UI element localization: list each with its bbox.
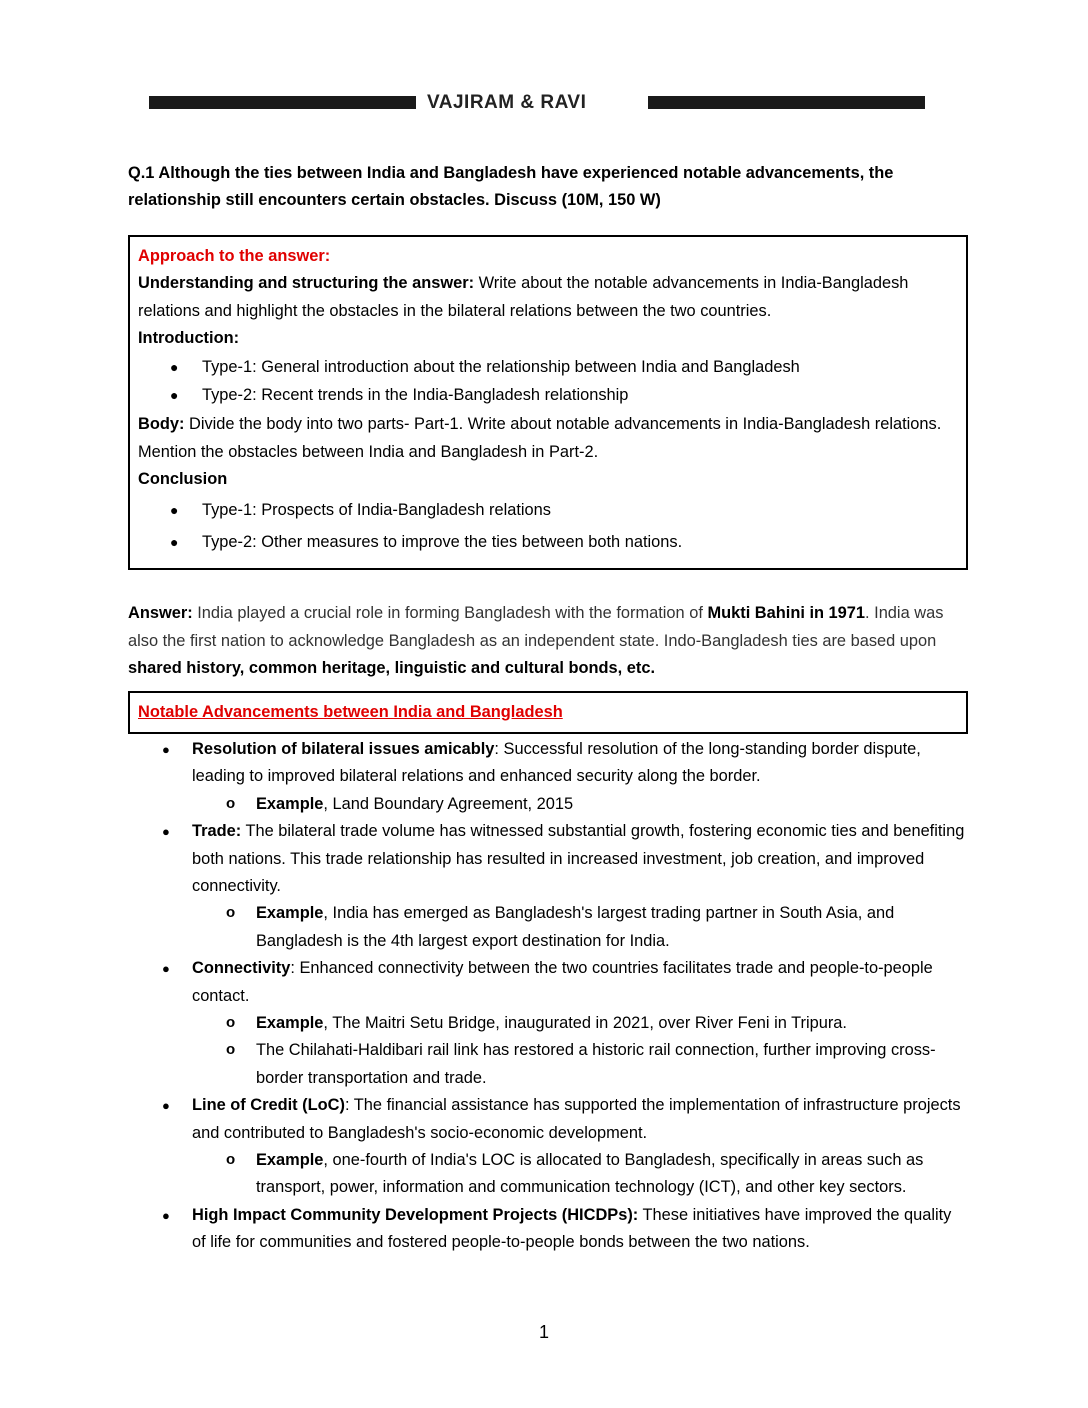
point-text: The bilateral trade volume has witnessed substantial growth, fostering economic ties and benefiting both nations. This trade relationship has resulted in increased investment, job creation, and improved connectivity. xyxy=(192,822,965,895)
sub-list xyxy=(192,791,968,818)
sub-label: Example xyxy=(256,794,324,813)
point-text: : Enhanced connectivity between the two countries facilitates trade and people-to-people contact. xyxy=(192,959,933,1005)
advancement-item xyxy=(128,955,968,1092)
point-label: Trade: xyxy=(192,822,242,841)
answer-bold-1: Mukti Bahini in 1971 xyxy=(707,604,866,623)
advancements-list xyxy=(128,736,968,1257)
header-bar-right xyxy=(648,96,925,109)
body-text: Divide the body into two parts- Part-1. Write about notable advancements in India-Bangladesh relations. Mention the obstacles between India and Bangladesh in Part-2. xyxy=(138,415,942,461)
point-text: : The financial assistance has supported the implementation of infrastructure projects and contributed to Bangladesh's socio-economic development. xyxy=(192,1096,961,1142)
conclusion-list xyxy=(138,497,958,556)
sub-item xyxy=(192,1037,968,1092)
answer-text-2: . India was also the first nation to acknowledge Bangladesh as an independent state. Indo-Bangladesh ties are based upon xyxy=(128,604,944,650)
intro-label: Introduction: xyxy=(138,329,240,348)
understanding-paragraph xyxy=(138,270,958,325)
conclusion-item: ● Type-1: Prospects of India-Bangladesh relations xyxy=(138,497,958,524)
sub-item xyxy=(192,791,968,818)
sub-label: Example xyxy=(256,1151,324,1169)
header-bar-left xyxy=(149,96,416,109)
sub-list xyxy=(192,1147,968,1202)
sub-list xyxy=(192,1010,968,1092)
section-title: Notable Advancements between India and Bangladesh xyxy=(138,702,563,721)
intro-item: ● Type-1: General introduction about the relationship between India and Bangladesh xyxy=(138,354,958,381)
sub-item xyxy=(192,1010,968,1037)
advancement-item xyxy=(128,818,968,955)
advancement-item xyxy=(128,1202,968,1257)
sub-item xyxy=(192,900,968,955)
answer-label: Answer: xyxy=(128,604,193,623)
sub-label: Example xyxy=(256,1013,324,1032)
section-title-box xyxy=(128,691,968,734)
sub-text: The Chilahati-Haldibari rail link has restored a historic rail connection, further improving cross-border transportation and trade. xyxy=(256,1041,936,1087)
page-number: 1 xyxy=(538,1322,549,1342)
sub-label: Example xyxy=(256,904,324,923)
body-label: Body: xyxy=(138,415,185,434)
point-text: : Successful resolution of the long-standing border dispute, leading to improved bilateral relations and enhanced security along the border. xyxy=(192,739,921,786)
sub-text: , one-fourth of India's LOC is allocated to Bangladesh, specifically in areas such as transport, power, information and communication technology (ICT), and other key sectors. xyxy=(256,1151,924,1197)
question-text: Q.1 Although the ties between India and Bangladesh have experienced notable advancements, the relationship still encounters certain obstacles. Discuss (10M, 150 W) xyxy=(128,164,894,210)
sub-list xyxy=(192,900,968,955)
document-body xyxy=(128,160,968,1257)
page-header xyxy=(149,92,925,114)
understanding-text: Write about the notable advancements in India-Bangladesh relations and highlight the obstacles in the bilateral relations between the two countries. xyxy=(138,274,909,320)
answer-bold-2: shared history, common heritage, linguistic and cultural bonds, etc. xyxy=(128,659,656,678)
understanding-label: Understanding and structuring the answer: xyxy=(138,274,475,293)
intro-item: ● Type-2: Recent trends in the India-Bangladesh relationship xyxy=(138,382,958,409)
body-paragraph xyxy=(138,411,958,466)
sub-text: , India has emerged as Bangladesh's largest trading partner in South Asia, and Bangladesh is the 4th largest export destination for India. xyxy=(256,904,895,950)
advancement-item xyxy=(128,736,968,818)
point-label: High Impact Community Development Projects (HICDPs): xyxy=(192,1205,639,1224)
sub-text: , Land Boundary Agreement, 2015 xyxy=(323,794,574,813)
approach-heading: Approach to the answer: xyxy=(138,246,331,265)
answer-paragraph xyxy=(128,600,968,682)
intro-list xyxy=(138,354,958,409)
point-label: Resolution of bilateral issues amicably xyxy=(192,739,495,758)
conclusion-item: ● Type-2: Other measures to improve the ties between both nations. xyxy=(138,529,958,556)
answer-text-1: India played a crucial role in forming Bangladesh with the formation of xyxy=(192,604,708,623)
point-label: Connectivity xyxy=(192,959,291,978)
conclusion-label: Conclusion xyxy=(138,470,228,489)
point-label: Line of Credit (LoC) xyxy=(192,1096,345,1115)
sub-text: , The Maitri Setu Bridge, inaugurated in 2021, over River Feni in Tripura. xyxy=(323,1013,847,1032)
brand-name: VAJIRAM & RAVI xyxy=(427,92,587,113)
sub-item xyxy=(192,1147,968,1202)
advancement-item xyxy=(128,1092,968,1202)
point-text: These initiatives have improved the quality of life for communities and fostered people-to-people bonds between the two nations. xyxy=(192,1205,952,1252)
approach-box xyxy=(128,235,968,570)
